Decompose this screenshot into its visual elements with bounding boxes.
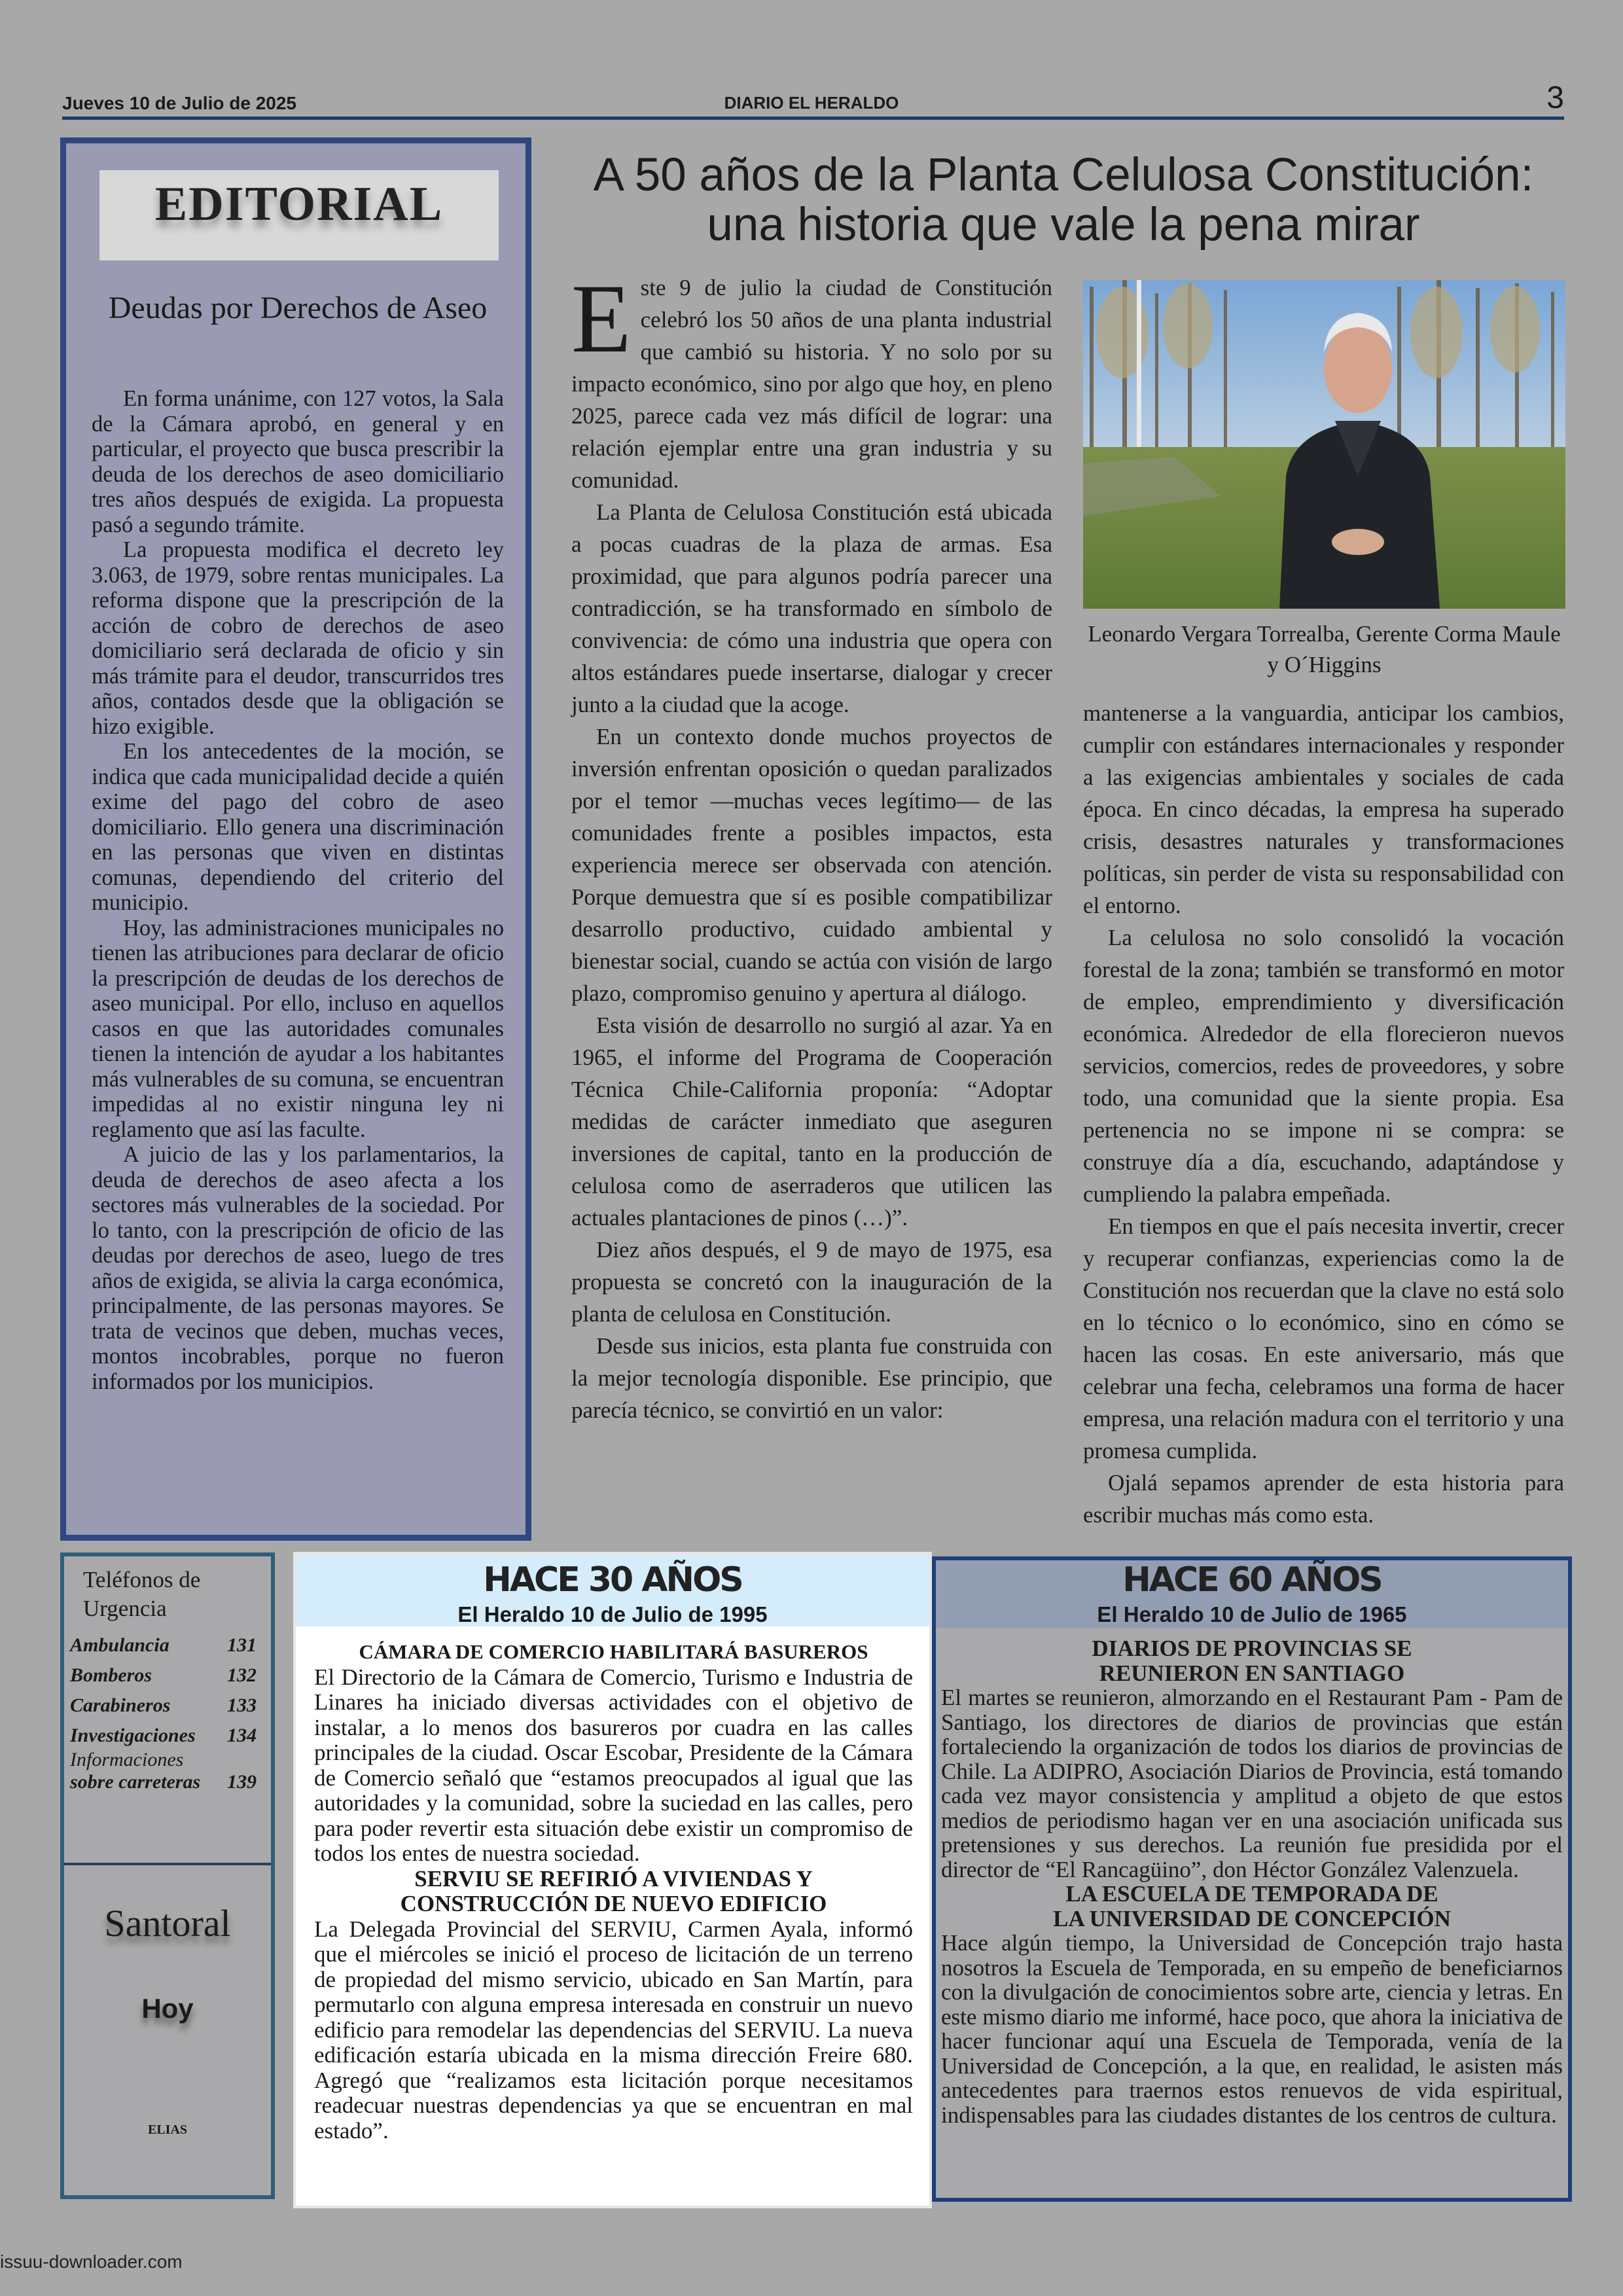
news-headline: CONSTRUCCIÓN DE NUEVO EDIFICIO: [400, 1891, 827, 1916]
article-paragraph: Esta visión de desarrollo no surgió al azar. Ya en 1965, el informe del Programa de Cooperación Técnica Chile-California proponía: “Adoptar medidas de carácter inmediato que aseguren inversiones de capital, tanto en la producción de celulosa como de aserraderos que utilicen las actuales plantaciones de pinos (…)”.: [571, 1013, 1052, 1230]
hace30-subtitle: El Heraldo 10 de Julio de 1995: [457, 1602, 768, 1626]
phone-label: Informaciones: [70, 1749, 184, 1770]
phone-row: [70, 1725, 257, 1747]
news-text: Hace algún tiempo, la Universidad de Concepción trajo hasta nosotros la Escuela de Temporada, en su empeño de beneficiarnos con la divulgación de conocimientos sobre arte, ciencia y letras. En este mismo diario me informé, hace poco, que ahora la iniciativa de hacer funcionar aquí una Escuela de Temporada, venía de la Universidad de Concepción, a la que, en realidad, le asisten más antecedentes para traernos estos renuevos de vida espiritual, indispensables para las ciudades distantes de los centros de cultura.: [941, 1930, 1563, 2128]
phone-row: [70, 1664, 257, 1687]
header-paper-name: DIARIO EL HERALDO: [724, 93, 899, 113]
news-text: La Delegada Provincial del SERVIU, Carmen Ayala, informó que el miércoles se inició el proceso de licitación de un terreno de propiedad del mismo servicio, ubicado en San Martín, para permutarlo con alguna empresa interesada en construir un nuevo edificio para remodelar las dependencias del SERVIU. La nueva edificación estaría ubicada en la misma dirección Freire 680. Agregó que “realizamos esta licitación porque necesitamos readecuar nuestras dependencias ya que se encuentran en mal estado”.: [314, 1916, 913, 2144]
article-title: A 50 años de la Planta Celulosa Constitución: una historia que vale la pena mirar: [593, 149, 1534, 251]
phone-row: [70, 1634, 257, 1657]
page-number: 3: [1546, 81, 1564, 115]
phone-number: 133: [227, 1695, 257, 1716]
phones-divider: [64, 1863, 271, 1865]
article-column-2: [1083, 697, 1564, 1531]
news-text: El martes se reunieron, almorzando en el Restaurant Pam - Pam de Santiago, los directores de diarios de provincias que están fortaleciendo la organización de todos los diarios de provincias de Chile. La ADIPRO, Asociación Diarios de Provincia, está tomando cada vez mayor consistencia y amplitud a objeto de que estos medios de periodismo hagan ver en una asociación unificada sus pretensiones y sus derechos. La reunión fue presidida por el director de “El Rancagüino”, don Héctor González Valenzuela.: [941, 1685, 1563, 1882]
hace60-title: HACE 60 AÑOS: [1122, 1560, 1382, 1600]
hace60-subtitle: El Heraldo 10 de Julio de 1965: [1097, 1602, 1407, 1626]
phone-label: sobre carreteras: [70, 1771, 201, 1793]
editorial-paragraph: En forma unánime, con 127 votos, la Sala de la Cámara aprobó, en general y en particular, el proyecto que busca prescribir la deuda de los derechos de aseo domiciliario tres años después de exigida. La propuesta pasó a segundo trámite.: [92, 386, 504, 537]
editorial-paragraph: La propuesta modifica el decreto ley 3.063, de 1979, sobre rentas municipales. La reforma dispone que la prescripción de la acción de cobro de derechos de aseo domiciliario será declarada de oficio y sin más trámite para el deudor, transcurridos tres años, contados desde que la obligación se hizo exigible.: [92, 537, 504, 739]
article-paragraph: [571, 264, 1052, 496]
photo-caption: Leonardo Vergara Torrealba, Gerente Corma Maule y O´Higgins: [1088, 621, 1561, 677]
drop-cap: E: [571, 264, 632, 373]
article-paragraph: En tiempos en que el país necesita invertir, crecer y recuperar confianzas, experiencias como la de Constitución nos recuerdan que la clave no está solo en lo técnico o lo económico, sino en cómo se hacen las cosas. En este aniversario, más que celebrar una fecha, celebramos una forma de hacer empresa, una relación madura con el territorio y una promesa cumplida.: [1083, 1213, 1564, 1463]
news-headline: DIARIOS DE PROVINCIAS SE: [1092, 1636, 1412, 1661]
header-rule: [62, 117, 1564, 120]
phone-number: 131: [227, 1634, 257, 1656]
watermark-text: issuu-downloader.com: [0, 2251, 183, 2272]
phone-row: [70, 1695, 257, 1717]
santoral-hoy: Hoy: [141, 1993, 194, 2024]
article-paragraph: En un contexto donde muchos proyectos de inversión enfrentan oposición o quedan paralizados por el temor —muchas veces legítimo— de las comunidades frente a posibles impactos, esta experiencia merece ser observada con atención. Porque demuestra que sí es posible compatibilizar desarrollo productivo, cuidado ambiental y bienestar social, cuando se actúa con visión de largo plazo, compromiso genuino y apertura al diálogo.: [571, 724, 1052, 1006]
phone-row-info: [70, 1749, 257, 1793]
news-headline: CÁMARA DE COMERCIO HABILITARÁ BASUREROS: [359, 1640, 868, 1663]
phone-label: Carabineros: [70, 1695, 171, 1716]
phone-label: Investigaciones: [70, 1725, 196, 1746]
phone-label: Ambulancia: [70, 1634, 169, 1656]
article-column-1: [571, 264, 1052, 1426]
editorial-body: [92, 386, 504, 1394]
article-paragraph: mantenerse a la vanguardia, anticipar los cambios, cumplir con estándares internacionales y responder a las exigencias ambientales y sociales de cada época. En cinco décadas, la empresa ha superado crisis, desastres naturales y transformaciones políticas, sin perder de vista su responsabilidad con el entorno.: [1083, 700, 1564, 918]
article-lead-text: ste 9 de julio la ciudad de Constitución celebró los 50 años de una planta industrial que cambió su historia. Y no solo por su impacto económico, sino por algo que hoy, en pleno 2025, parece cada vez más difícil de lograr: una relación ejemplar entre una gran industria y su comunidad.: [571, 275, 1052, 493]
news-headline: REUNIERON EN SANTIAGO: [1099, 1660, 1405, 1686]
news-headline: LA ESCUELA DE TEMPORADA DE: [1065, 1881, 1438, 1907]
santoral-name: ELIAS: [147, 2123, 188, 2137]
article-paragraph: La celulosa no solo consolidó la vocación forestal de la zona; también se transformó en motor de empleo, emprendimiento y diversificación económica. Alrededor de ella florecieron nuevos servicios, comercios, redes de proveedores, y sobre todo, una comunidad que la siente propia. Esa pertenencia no se impone ni se compra: se construye día a día, escuchando, adaptándose y cumpliendo la palabra empeñada.: [1083, 925, 1564, 1207]
editorial-paragraph: Hoy, las administraciones municipales no tienen las atribuciones para declarar de oficio la prescripción de deudas de los derechos de aseo municipal. Por ello, incluso en aquellos casos en que las autoridades comunales tienen la intención de ayudar a los habitantes más vulnerables de su comuna, se encuentran impedidas al no existir ninguna ley ni reglamento que así las faculte.: [92, 915, 504, 1142]
news-headline: LA UNIVERSIDAD DE CONCEPCIÓN: [1053, 1905, 1451, 1931]
news-text: El Directorio de la Cámara de Comercio, Turismo e Industria de Linares ha iniciado diversas actividades con el objetivo de instalar, a lo menos dos basureros por cuadra en las calles principales de la ciudad. Oscar Escobar, Presidente de la Cámara de Comercio señaló que “estamos preocupados al igual que las autoridades y la comunidad, sobre la suciedad en las calles, pero para poder revertir esta situación debe existir un compromiso de todos los entes de nuestra sociedad.: [314, 1664, 913, 1866]
santoral-title: Santoral: [104, 1902, 231, 1945]
article-paragraph: Desde sus inicios, esta planta fue construida con la mejor tecnología disponible. Ese principio, que parecía técnico, se convirtió en un valor:: [571, 1333, 1052, 1423]
phone-number: 132: [227, 1664, 257, 1686]
editorial-paragraph: A juicio de las y los parlamentarios, la deuda de derechos de aseo afecta a los sectores más vulnerables de la sociedad. Por lo tanto, con la prescripción de oficio de las deudas por derechos de aseo, luego de tres años de exigida, se alivia la carga económica, principalmente, de las personas mayores. Se trata de vecinos que deben, muchas veces, montos incobrables, porque no fueron informados por los municipios.: [92, 1142, 504, 1394]
phone-number: 134: [227, 1725, 257, 1746]
news-headline: SERVIU SE REFIRIÓ A VIVIENDAS Y: [414, 1865, 813, 1892]
hace30-body: [314, 1640, 913, 2144]
hace60-body: [941, 1636, 1563, 2127]
header-date: Jueves 10 de Julio de 2025: [62, 93, 296, 113]
article-photo: [1083, 280, 1565, 609]
phone-number: 139: [227, 1771, 257, 1793]
article-paragraph: Diez años después, el 9 de mayo de 1975, esa propuesta se concretó con la inauguración de la planta de celulosa en Constitución.: [571, 1237, 1052, 1327]
editorial-paragraph: En los antecedentes de la moción, se indica que cada municipalidad decide a quién exime del pago del cobro de aseo domiciliario. Ello genera una discriminación en las personas que viven en distintas comunas, dependiendo del criterio del municipio.: [92, 739, 504, 915]
phones-title: Teléfonos de Urgencia: [83, 1567, 201, 1621]
article-paragraph: Ojalá sepamos aprender de esta historia para escribir muchas más como esta.: [1083, 1470, 1564, 1528]
editorial-headline: Deudas por Derechos de Aseo: [108, 291, 488, 325]
phone-label-line2: [70, 1771, 257, 1793]
hace30-title: HACE 30 AÑOS: [483, 1560, 742, 1600]
phone-label: Bomberos: [70, 1664, 152, 1686]
article-paragraph: La Planta de Celulosa Constitución está ubicada a pocas cuadras de la plaza de armas. Esa proximidad, que para algunos podría parecer una contradicción, se ha transformado en símbolo de convivencia: de cómo una industria que opera con altos estándares puede insertarse, dialogar y crecer junto a la ciudad que la acoge.: [571, 499, 1052, 717]
editorial-label: EDITORIAL: [154, 177, 444, 231]
